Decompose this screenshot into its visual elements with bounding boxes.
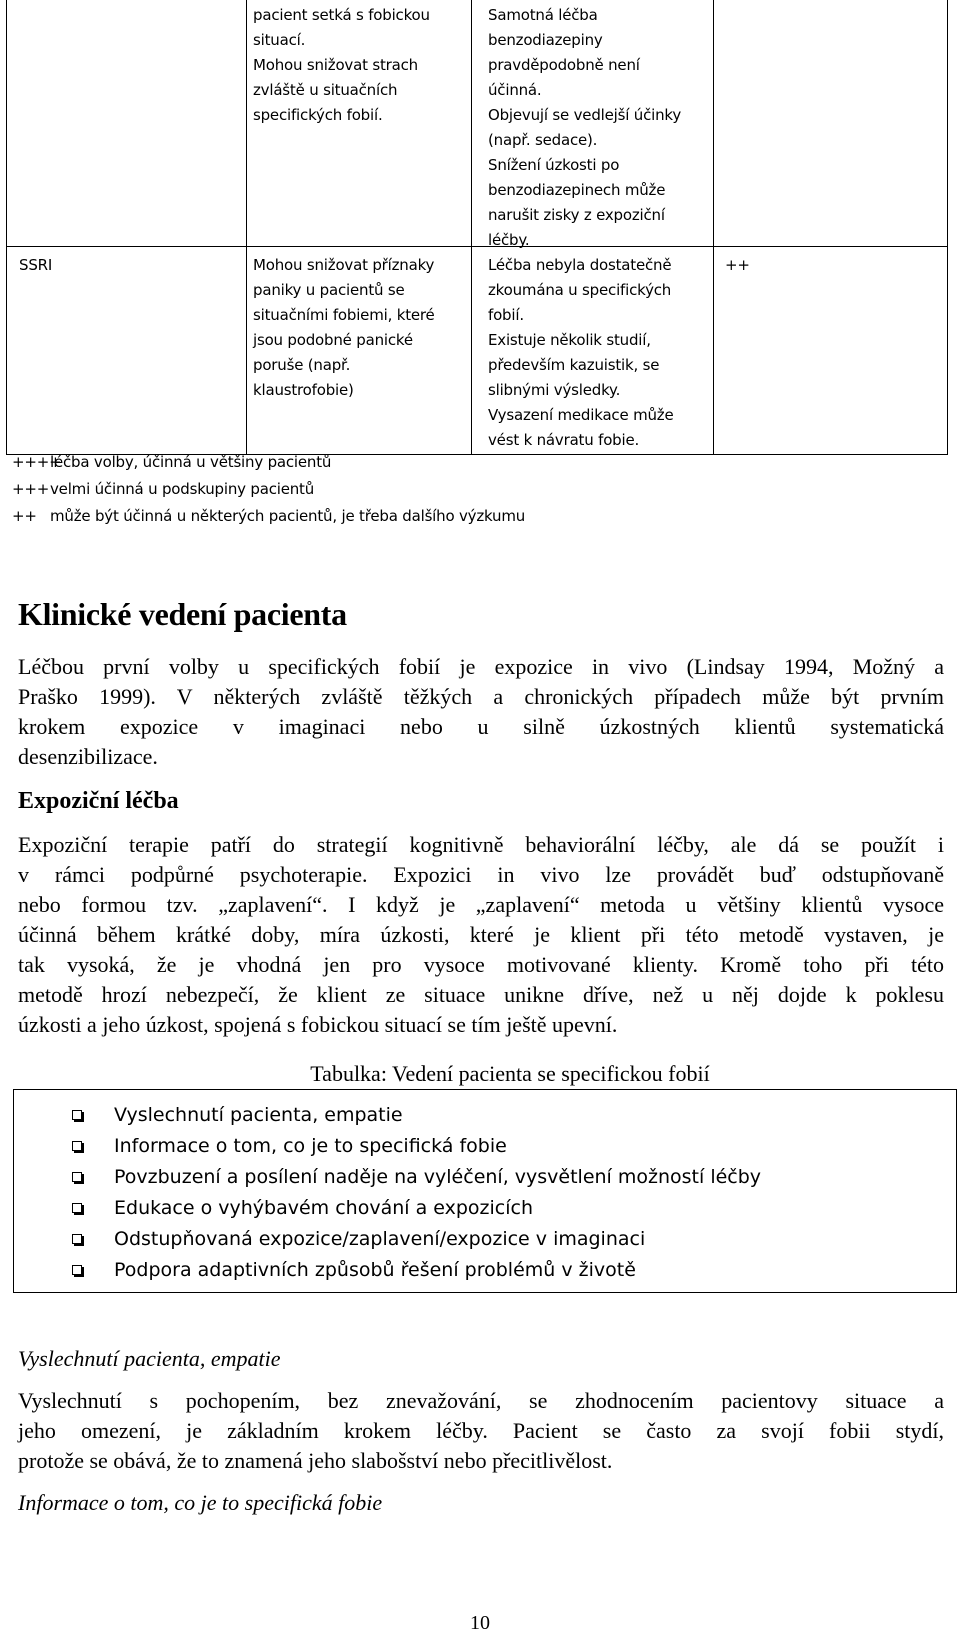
- text-line: Vyslechnutí s pochopením, bez znevažování, se zhodnocením pacientovy situace a: [18, 1388, 944, 1413]
- cell-line: paniky u pacientů se: [253, 281, 405, 299]
- cell-line: Mohou snižovat příznaky: [253, 256, 435, 274]
- legend-symbol: ++: [12, 507, 37, 525]
- text-line: úzkosti a jeho úzkost, spojená s fobickou situací se tím ještě upevní.: [18, 1012, 618, 1037]
- intro-paragraph: [18, 652, 944, 772]
- checklist-item: [62, 1193, 761, 1224]
- checklist-label: Informace o tom, co je to specifická fobie: [114, 1135, 507, 1157]
- exposure-paragraph: [18, 830, 944, 1040]
- cell-line: účinná.: [488, 81, 542, 99]
- legend-text: léčba volby, účinná u většiny pacientů: [50, 453, 332, 471]
- drug-cell-ssri: SSRI: [19, 256, 53, 274]
- cell-line: pravděpodobně není: [488, 56, 640, 74]
- column-divider: [713, 0, 714, 455]
- cell-line: (např. sedace).: [488, 131, 598, 149]
- cell-line: především kazuistik, se: [488, 356, 660, 374]
- notes-cell-row1: [488, 3, 681, 253]
- column-divider: [246, 0, 247, 455]
- legend-item: [12, 504, 525, 529]
- notes-cell-row2: [488, 253, 674, 453]
- checklist-label: Podpora adaptivních způsobů řešení problémů v životě: [114, 1259, 636, 1281]
- cell-line: situací.: [253, 31, 306, 49]
- checklist-item: [62, 1255, 761, 1286]
- checkbox-bullet-icon: [72, 1141, 82, 1151]
- section-title: Klinické vedení pacienta: [18, 596, 347, 632]
- cell-line: zkoumána u specifických: [488, 281, 672, 299]
- legend-text: může být účinná u některých pacientů, je třeba dalšího výzkumu: [50, 507, 526, 525]
- text-line: metodě hrozí nebezpečí, že klient ze situace unikne dříve, než u něj dojde k poklesu: [18, 982, 944, 1007]
- checklist-item: [62, 1131, 761, 1162]
- cell-line: Snížení úzkosti po: [488, 156, 620, 174]
- cell-line: jsou podobné panické: [253, 331, 413, 349]
- text-line: účinná během krátké doby, míra úzkosti, které je klient při této metodě vystaven, je: [18, 922, 944, 947]
- rating-cell-row2: ++: [725, 256, 750, 274]
- text-line: Léčbou první volby u specifických fobií je expozice in vivo (Lindsay 1994, Možný a: [18, 654, 944, 679]
- checkbox-bullet-icon: [72, 1265, 82, 1275]
- checklist-item: [62, 1162, 761, 1193]
- cell-line: fobií.: [488, 306, 524, 324]
- text-line: jeho omezení, je základním krokem léčby. Pacient se často za svojí fobii stydí,: [18, 1418, 944, 1443]
- cell-line: Léčba nebyla dostatečně: [488, 256, 672, 274]
- cell-line: zvláště u situačních: [253, 81, 398, 99]
- cell-line: poruše (např.: [253, 356, 351, 374]
- cell-line: slibnými výsledky.: [488, 381, 621, 399]
- legend-item: [12, 450, 331, 475]
- checkbox-bullet-icon: [72, 1110, 82, 1120]
- cell-line: situačními fobiemi, které: [253, 306, 435, 324]
- checklist-label: Odstupňovaná expozice/zaplavení/expozice v imaginaci: [114, 1228, 646, 1250]
- cell-line: Vysazení medikace může: [488, 406, 674, 424]
- checklist-label: Vyslechnutí pacienta, empatie: [114, 1104, 403, 1126]
- cell-line: specifických fobií.: [253, 106, 383, 124]
- legend-symbol: ++++: [12, 453, 62, 471]
- checklist-box: [13, 1089, 957, 1293]
- page-number: 10: [470, 1612, 490, 1634]
- listening-paragraph: [18, 1386, 944, 1476]
- cell-line: benzodiazepinech může: [488, 181, 666, 199]
- effect-cell-row1: [253, 3, 430, 128]
- subheading-listening: Vyslechnutí pacienta, empatie: [18, 1346, 281, 1371]
- table-caption: Tabulka: Vedení pacienta se specifickou fobií: [310, 1061, 710, 1086]
- column-divider: [471, 0, 472, 455]
- effect-cell-row2: [253, 253, 435, 403]
- cell-line: Mohou snižovat strach: [253, 56, 418, 74]
- cell-line: klaustrofobie): [253, 381, 354, 399]
- cell-line: léčby.: [488, 231, 530, 249]
- checkbox-bullet-icon: [72, 1234, 82, 1244]
- text-line: Expoziční terapie patří do strategií kognitivně behaviorální léčby, ale dá se použít i: [18, 832, 944, 857]
- cell-line: Objevují se vedlejší účinky: [488, 106, 682, 124]
- cell-line: Existuje několik studií,: [488, 331, 651, 349]
- checklist: [62, 1100, 761, 1286]
- row-divider: [7, 246, 947, 247]
- checkbox-bullet-icon: [72, 1203, 82, 1213]
- text-line: v rámci podpůrné psychoterapie. Expozici in vivo lze provádět buď odstupňovaně: [18, 862, 944, 887]
- cell-line: vést k návratu fobie.: [488, 431, 640, 449]
- legend-item: [12, 477, 314, 502]
- checklist-item: [62, 1100, 761, 1131]
- cell-line: pacient setká s fobickou: [253, 6, 430, 24]
- text-line: tak vysoká, že je vhodná jen pro vysoce motivované klienty. Kromě toho při této: [18, 952, 944, 977]
- text-line: nebo formou tzv. „zaplavení“. I když je „zaplavení“ metoda u většiny klientů vysoce: [18, 892, 944, 917]
- cell-line: Samotná léčba: [488, 6, 598, 24]
- checklist-label: Povzbuzení a posílení naděje na vyléčení, vysvětlení možností léčby: [114, 1166, 762, 1188]
- legend-text: velmi účinná u podskupiny pacientů: [50, 480, 315, 498]
- text-line: protože se obává, že to znamená jeho slabošství nebo přecitlivělost.: [18, 1448, 613, 1473]
- text-line: Praško 1999). V některých zvláště těžkých a chronických případech může být prvním: [18, 684, 944, 709]
- checklist-label: Edukace o vyhýbavém chování a expozicích: [114, 1197, 534, 1219]
- cell-line: benzodiazepiny: [488, 31, 603, 49]
- legend-symbol: +++: [12, 480, 50, 498]
- text-line: desenzibilizace.: [18, 744, 158, 769]
- subsection-title: Expoziční léčba: [18, 788, 179, 814]
- checklist-item: [62, 1224, 761, 1255]
- subheading-information: Informace o tom, co je to specifická fobie: [18, 1490, 383, 1515]
- text-line: krokem expozice v imaginaci nebo u silně úzkostných klientů systematická: [18, 714, 944, 739]
- cell-line: narušit zisky z expoziční: [488, 206, 665, 224]
- medication-table: [6, 0, 948, 455]
- checkbox-bullet-icon: [72, 1172, 82, 1182]
